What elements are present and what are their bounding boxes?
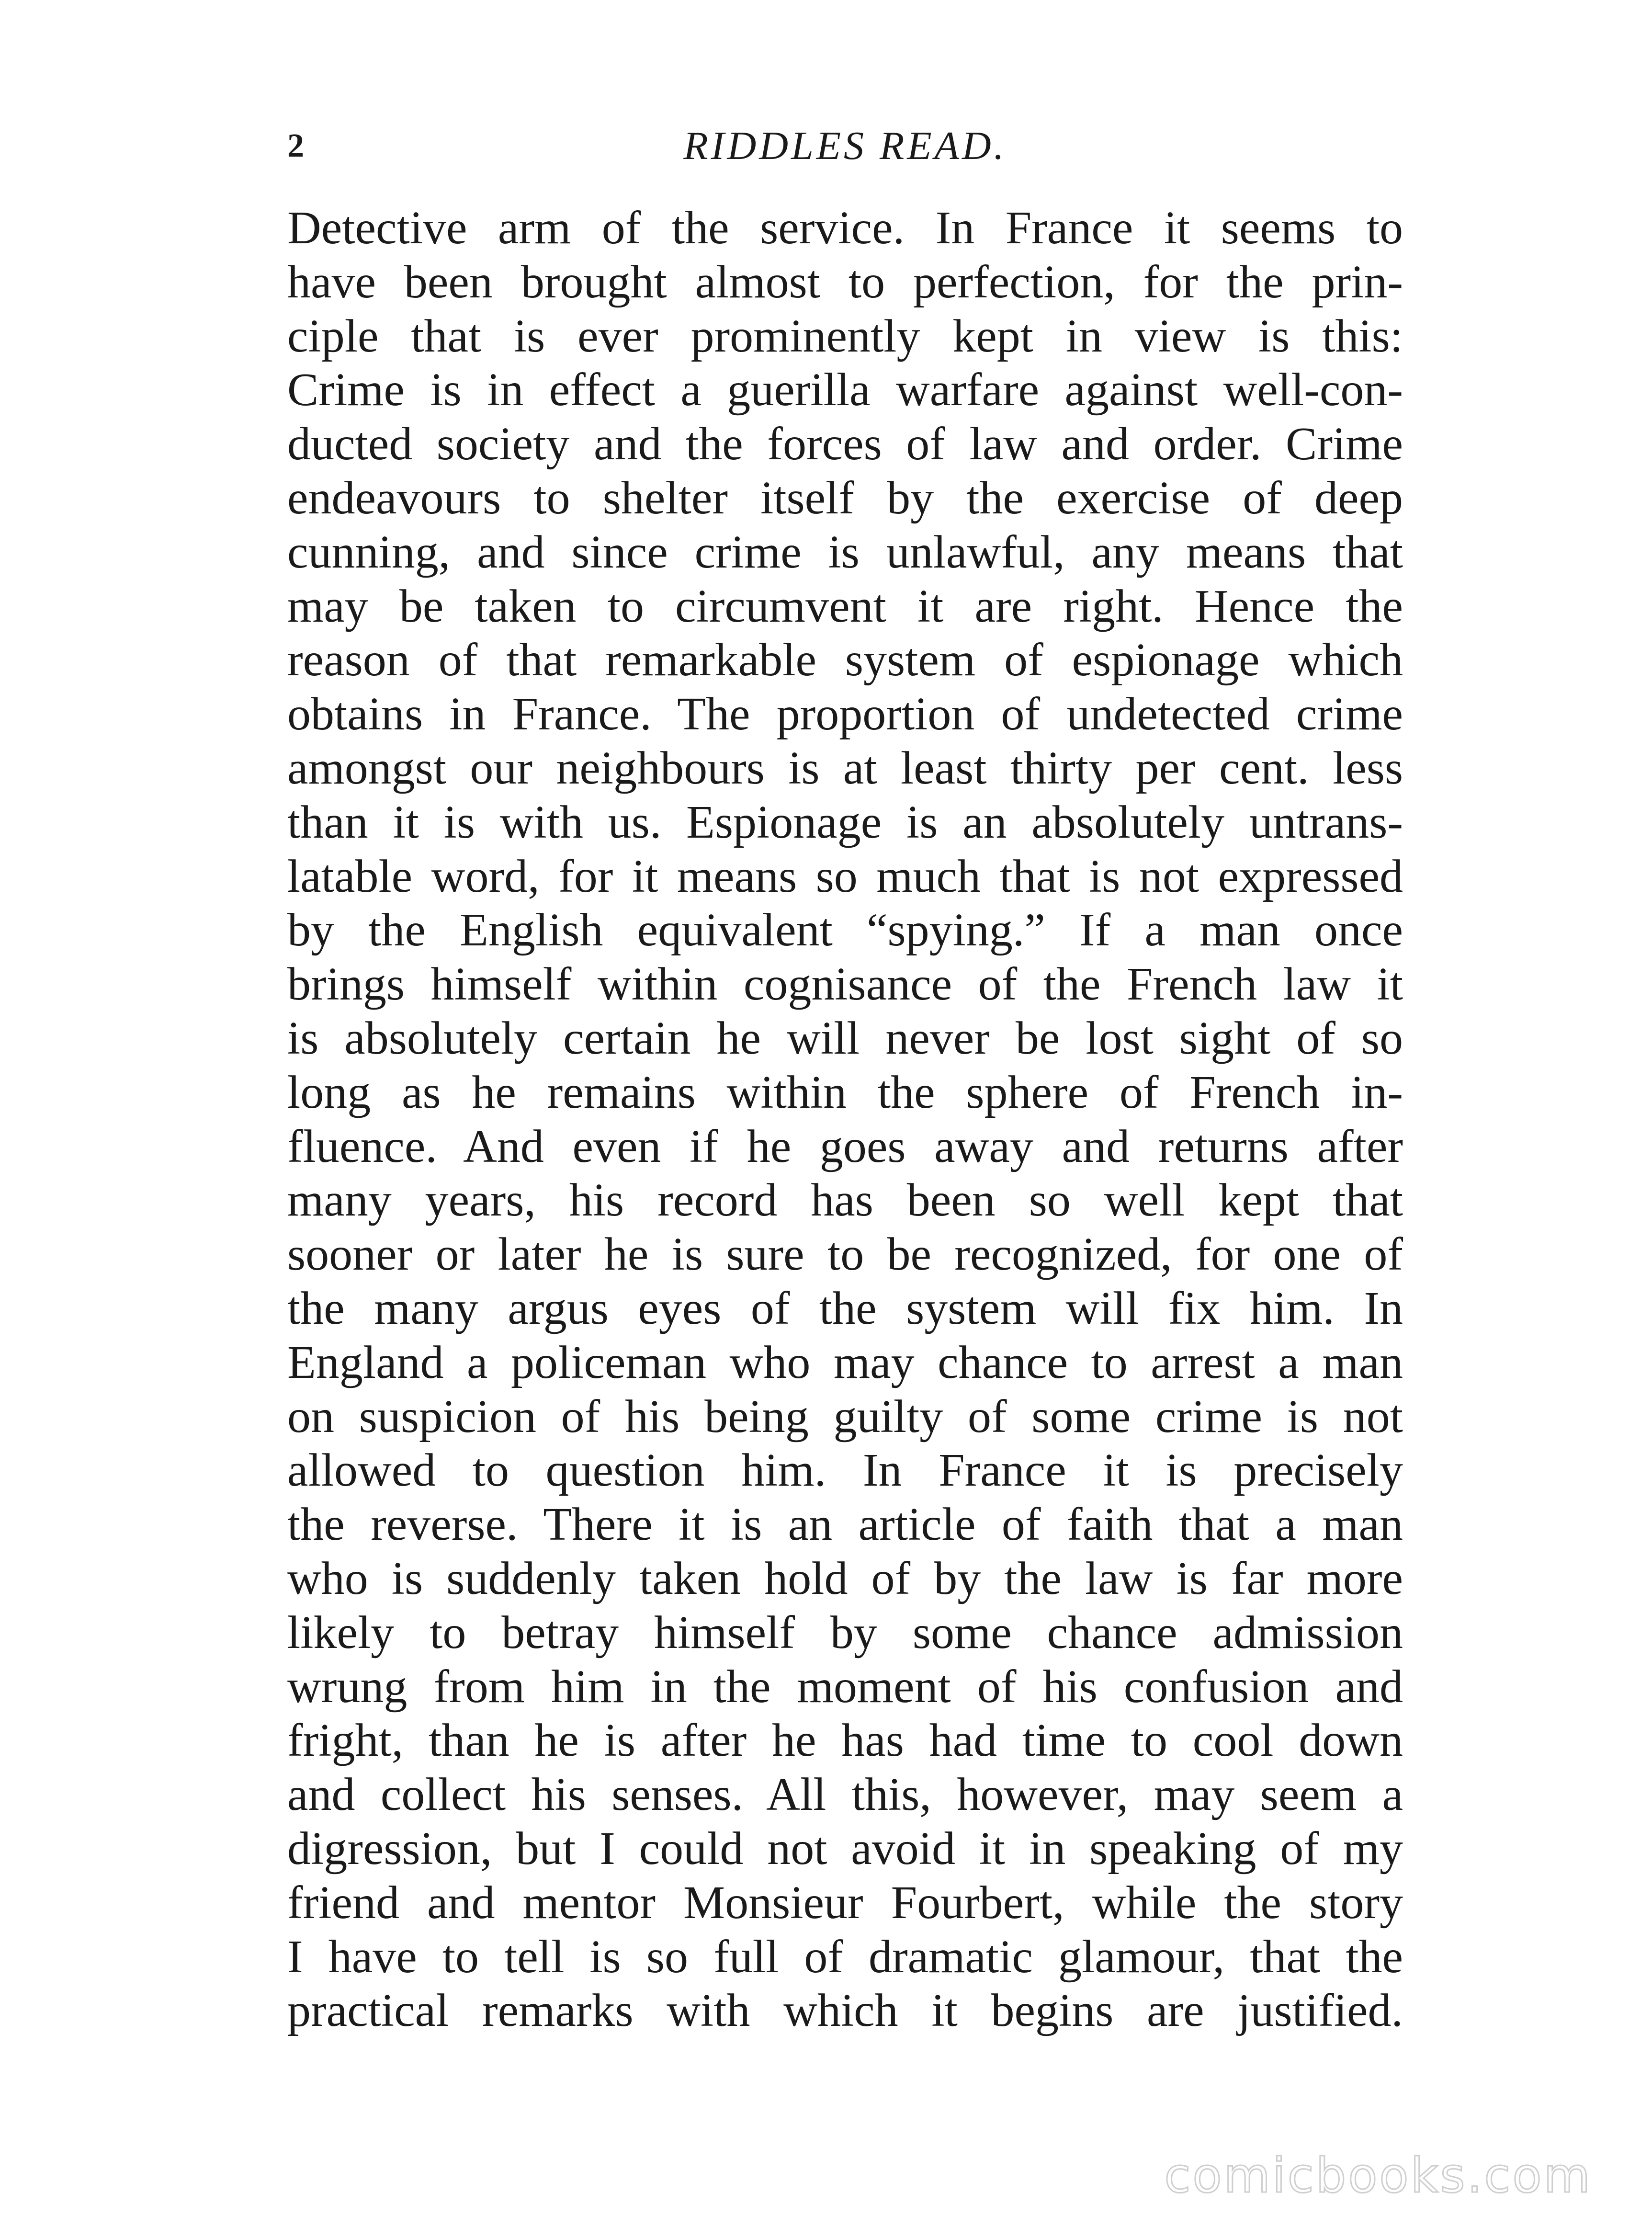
text-line: sooner or later he is sure to be recognized, for one of xyxy=(287,1228,1403,1281)
page-number: 2 xyxy=(287,127,304,164)
text-line: the many argus eyes of the system will fix him. In xyxy=(287,1282,1403,1334)
text-line: by the English equivalent “spying.” If a man once xyxy=(287,904,1403,956)
page-header xyxy=(287,120,1403,172)
text-line: and collect his senses. All this, however, may seem a xyxy=(287,1769,1403,1821)
text-line: ciple that is ever prominently kept in view is this: xyxy=(287,310,1403,362)
body-text xyxy=(287,201,1403,2038)
text-line: cunning, and since crime is unlawful, any means that xyxy=(287,526,1403,578)
text-line: long as he remains within the sphere of French in- xyxy=(287,1066,1403,1118)
text-line: Detective arm of the service. In France it seems to xyxy=(287,202,1403,254)
text-line: wrung from him in the moment of his confusion and xyxy=(287,1660,1403,1713)
text-line: likely to betray himself by some chance admission xyxy=(287,1606,1403,1659)
text-line: brings himself within cognisance of the French law it xyxy=(287,958,1403,1011)
text-line: who is suddenly taken hold of by the law is far more xyxy=(287,1552,1403,1604)
text-line: on suspicion of his being guilty of some crime is not xyxy=(287,1390,1403,1443)
text-line: digression, but I could not avoid it in speaking of my xyxy=(287,1822,1403,1875)
text-line: many years, his record has been so well kept that xyxy=(287,1174,1403,1227)
text-line: fright, than he is after he has had time to cool down xyxy=(287,1715,1403,1767)
text-line: friend and mentor Monsieur Fourbert, while the story xyxy=(287,1876,1403,1929)
text-line: is absolutely certain he will never be lost sight of so xyxy=(287,1012,1403,1064)
text-line: obtains in France. The proportion of undetected crime xyxy=(287,688,1403,740)
text-line: have been brought almost to perfection, for the prin- xyxy=(287,256,1403,308)
text-line: the reverse. There it is an article of faith that a man xyxy=(287,1499,1403,1551)
text-line: Crime is in effect a guerilla warfare against well-con- xyxy=(287,364,1403,416)
watermark: comicbooks.com xyxy=(1164,2147,1592,2204)
text-line: latable word, for it means so much that is not expressed xyxy=(287,850,1403,902)
text-line: may be taken to circumvent it are right. Hence the xyxy=(287,580,1403,632)
text-line: England a policeman who may chance to arrest a man xyxy=(287,1336,1403,1388)
text-line: allowed to question him. In France it is precisely xyxy=(287,1444,1403,1497)
text-line: I have to tell is so full of dramatic glamour, that the xyxy=(287,1931,1403,1983)
text-line: than it is with us. Espionage is an absolutely untrans- xyxy=(287,796,1403,848)
text-line: amongst our neighbours is at least thirty per cent. less xyxy=(287,742,1403,794)
text-line: fluence. And even if he goes away and returns after xyxy=(287,1120,1403,1172)
text-line: ducted society and the forces of law and order. Crime xyxy=(287,418,1403,470)
text-line: reason of that remarkable system of espionage which xyxy=(287,634,1403,686)
text-line: endeavours to shelter itself by the exercise of deep xyxy=(287,472,1403,524)
running-head: RIDDLES READ. xyxy=(683,124,1007,168)
text-line: practical remarks with which it begins are justified. xyxy=(287,1985,1403,2037)
